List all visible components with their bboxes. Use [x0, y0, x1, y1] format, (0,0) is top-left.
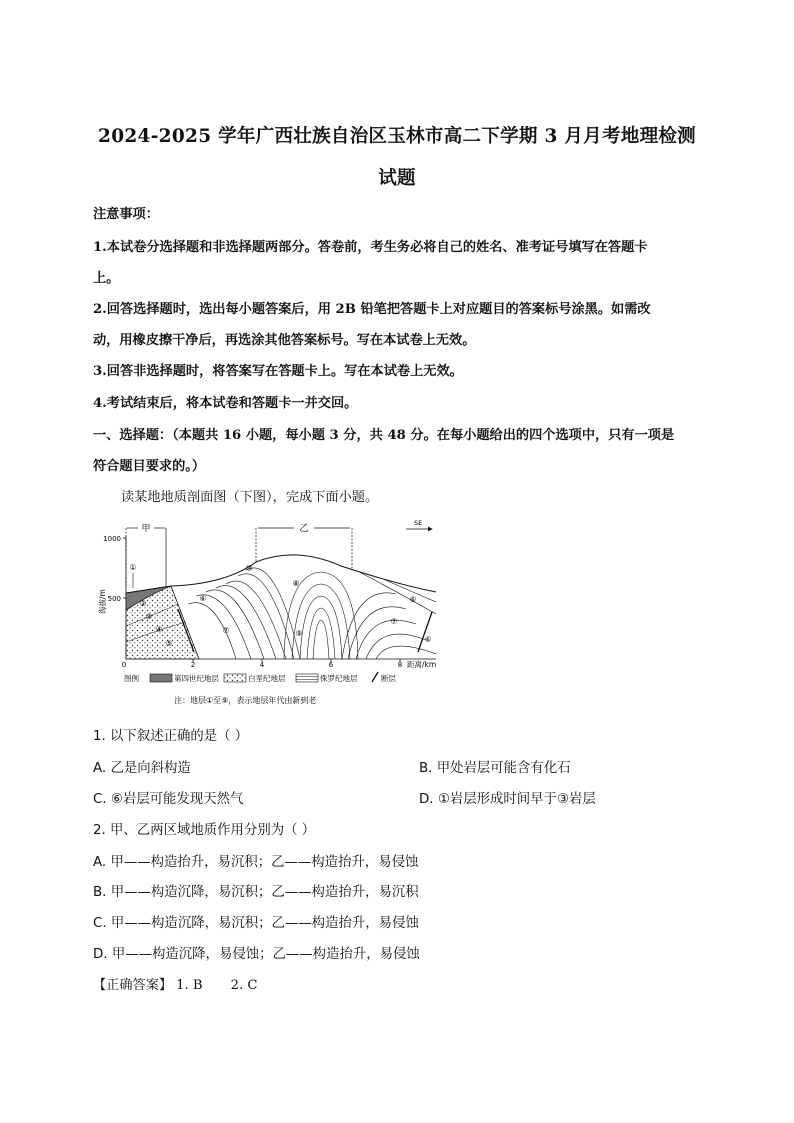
answer-2: 2. C [230, 978, 258, 993]
layer-mark: ⑤ [165, 639, 173, 648]
question-1-option-d[interactable]: D. ①岩层形成时间早于③岩层 [419, 792, 596, 807]
x-tick-label: 8 [397, 661, 403, 669]
x-tick-label: 4 [259, 661, 265, 669]
question-2-option-c[interactable]: C. 甲——构造沉降，易沉积；乙——构造抬升，易侵蚀 [93, 916, 419, 931]
region-yi-label: 乙 [299, 524, 309, 534]
x-tick-label: 2 [190, 661, 196, 669]
layer-mark: ⑥ [199, 594, 207, 603]
answer-label: 【正确答案】 [93, 978, 173, 993]
question-2-option-d[interactable]: D. 甲——构造沉降，易侵蚀；乙——构造抬升，易侵蚀 [93, 947, 420, 962]
legend-item: 白垩纪地层 [248, 674, 286, 683]
question-1-option-a[interactable]: A. 乙是向斜构造 [93, 761, 191, 776]
layer-mark: ③ [145, 612, 153, 621]
direction-label: SE [414, 519, 423, 527]
layer-mark: ⑦ [222, 626, 230, 635]
region-jia-label: 甲 [141, 524, 151, 534]
legend-item: 断层 [381, 674, 396, 683]
x-tick-label: 6 [328, 661, 334, 669]
question-2-stem: 2. 甲、乙两区域地质作用分别为（ ） [93, 823, 316, 838]
layer-mark: ⑧ [292, 579, 300, 588]
answer-line [93, 974, 257, 993]
legend-item: 第四世纪地层 [174, 674, 219, 683]
terrain-surface [126, 555, 436, 593]
layer-mark: ⑦ [390, 617, 398, 626]
layer-mark: ⑨ [295, 629, 303, 638]
exam-title-line2: 试题 [378, 168, 416, 189]
y-tick-label: 1000 [103, 535, 121, 543]
y-tick-label: 0 [121, 661, 127, 669]
layer-mark: ① [129, 563, 137, 572]
notice-item: 1.本试卷分选择题和非选择题两部分。答卷前，考生务必将自己的姓名、准考证号填写在答题卡 [93, 240, 648, 255]
legend-title: 图例 [124, 674, 139, 683]
fault-line [418, 612, 432, 652]
question-2-option-b[interactable]: B. 甲——构造沉降，易沉积；乙——构造抬升，易沉积 [93, 885, 419, 900]
question-intro: 读某地地质剖面图（下图），完成下面小题。 [121, 490, 379, 505]
section-heading-line2: 符合题目要求的。） [93, 459, 206, 474]
notice-item: 上。 [93, 271, 120, 286]
legend-item: 侏罗纪地层 [320, 674, 358, 683]
question-1-stem: 1. 以下叙述正确的是（ ） [93, 729, 249, 744]
geologic-profile-figure [96, 514, 456, 714]
layer-mark: ⑥ [409, 595, 417, 604]
figure-note: 注：地层①至⑨，表示地层年代由新到老 [174, 696, 317, 705]
jurassic-fold-lines [171, 554, 436, 659]
question-1-option-c[interactable]: C. ⑥岩层可能发现天然气 [93, 792, 244, 807]
question-1-option-b[interactable]: B. 甲处岩层可能含有化石 [419, 761, 571, 776]
notice-item: 动，用橡皮擦干净后，再选涂其他答案标号。写在本试卷上无效。 [93, 333, 476, 348]
layer-mark: ④ [155, 625, 163, 634]
notice-item: 3.回答非选择题时，将答案写在答题卡上。写在本试卷上无效。 [93, 364, 463, 379]
y-tick-label: 500 [107, 595, 121, 603]
layer-mark: ② [139, 599, 147, 608]
notice-heading: 注意事项： [93, 207, 159, 222]
exam-title-line1: 2024-2025 学年广西壮族自治区玉林市高二下学期 3 月月考地理检测 [98, 126, 696, 147]
layer-mark: ⑥ [424, 635, 432, 644]
answer-1: 1. B [176, 978, 203, 993]
notice-item: 4.考试结束后，将本试卷和答题卡一并交回。 [93, 396, 358, 411]
section-heading-line1: 一、选择题：（本题共 16 小题，每小题 3 分，共 48 分。在每小题给出的四个选项中，只有一项是 [93, 428, 675, 443]
question-2-option-a[interactable]: A. 甲——构造抬升，易沉积；乙——构造抬升，易侵蚀 [93, 855, 419, 870]
notice-item: 2.回答选择题时，选出每小题答案后，用 2B 铅笔把答题卡上对应题目的答案标号涂黑。如需改 [93, 302, 651, 317]
layer-mark: ⑩ [245, 564, 253, 573]
figure-legend [124, 672, 396, 683]
x-axis-label: 距离/km [407, 660, 437, 669]
y-axis-label: 海拔/m [98, 589, 107, 614]
